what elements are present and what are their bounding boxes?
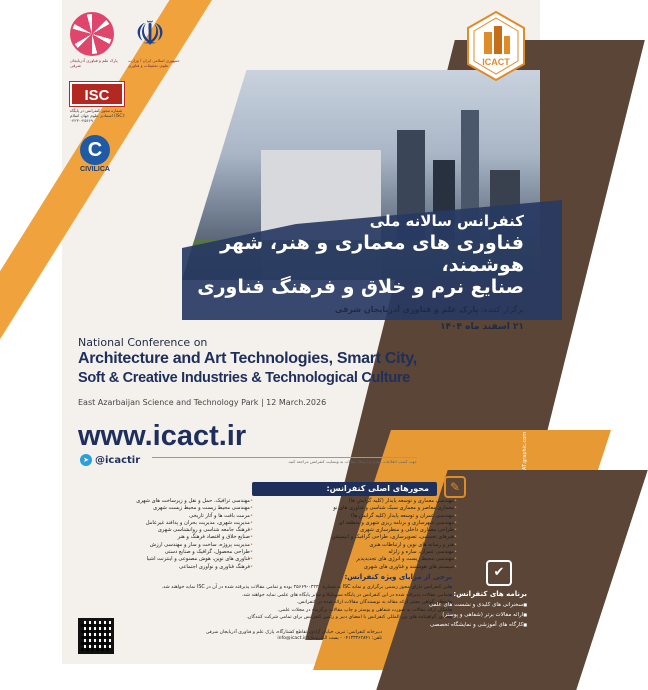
topic-item: • مهندسی عمران و توسعه پایدار (کلیه گرایش ها) — [257, 513, 457, 520]
science-park-caption: پارک علم و فناوری آذربایجان شرقی — [70, 58, 118, 68]
secretariat-address: دبیرخانه کنفرانس: تبریز، خیابان آزادی، تقاطع کشتارگاه، پارک علم و فناوری آذربایجان شرقی — [205, 630, 382, 635]
topic-item: • مهندسی عمران، سازه و زلزله — [257, 549, 457, 556]
checklist-icon: ✎ — [444, 476, 466, 498]
civilica-logo — [70, 135, 120, 173]
telegram-handle[interactable] — [80, 454, 140, 466]
website-link[interactable]: www.icact.ir — [78, 420, 247, 452]
conference-poster — [62, 0, 540, 664]
persian-date: ۲۱ اسفند ماه ۱۴۰۴ — [440, 322, 524, 332]
top-logo-row — [70, 12, 180, 68]
topic-item: • مدیریت پروژه، ساخت و ساز و مهندسی ارزش — [78, 542, 253, 549]
organizer-prefix: برگزار کننده: — [478, 305, 524, 314]
telegram-note: جهت کسب اطلاعات بیشتر و ارسال مقالات به وبسایت کنفرانس مراجعه کنید. — [152, 457, 417, 465]
clipboard-check-icon: ✔ — [486, 560, 512, 586]
secretariat-contact: تلفن: ۰۴۱۳۳۳۶۲۸۴۱ - پست الکترونیک: info@icact.ir — [277, 636, 382, 641]
benefit-item: ■ این کنفرانس دارای مجوز رسمی برگزاری و نمایه ISC به شماره ۰۴۲۳۰-۲۵۶۶۹ بوده و تمامی مقالات پذیرفته شده در آن در ISC نمایه خواهند شد. — [172, 584, 452, 592]
icact-badge-icon — [460, 10, 532, 82]
topic-item: • فناوری های نوین، هوش مصنوعی و اینترنت اشیا — [78, 556, 253, 563]
english-title — [78, 350, 518, 386]
persian-title-line-1: فناوری های معماری و هنر، شهر هوشمند، — [220, 232, 524, 276]
science-park-logo — [70, 12, 122, 68]
benefits-header: برخی از مزایای ویژه کنفرانس: — [344, 573, 452, 581]
topic-item: • طراحی محصول، گرافیک و صنایع دستی — [78, 549, 253, 556]
topic-item: • مهندسی محیط زیست و محیط زیست شهری — [78, 505, 253, 512]
isc-logo: ISC — [70, 82, 124, 106]
topic-item: • مهندسی معماری و توسعه پایدار (کلیه گرایش ها) — [257, 498, 457, 505]
topic-item: • مهندسی شهرسازی و برنامه ریزی شهری و منطقه ای — [257, 520, 457, 527]
designer-credit: AT.graphic.com — [522, 431, 528, 470]
icact-logo — [460, 10, 532, 82]
english-pre-title: National Conference on — [78, 336, 208, 349]
topic-item: • فرهنگ جامعه شناسی و روانشناسی شهری — [78, 527, 253, 534]
topic-item: • مدیریت شهری، مدیریت بحران و پدافند غیرعامل — [78, 520, 253, 527]
benefit-item: ■ تمامی مقالات پذیرفته شده در این کنفرانس در پایگاه سیویلیکا و سایر پایگاه های علمی نمایه خواهند شد. — [172, 592, 452, 600]
isc-caption: شماره مجوز کنفرانس در پایگاه استنادی علوم جهان اسلام (ISC): ۰۴۲۳۰-۲۵۶۶۹ — [70, 108, 126, 123]
ministry-logo — [128, 12, 180, 68]
iran-emblem-icon: ☫ — [134, 14, 166, 54]
topic-item: • هنر و رسانه های نوین و ارتباطات هنری — [257, 542, 457, 549]
persian-title-line-0: کنفرانس سالانه ملی — [369, 212, 524, 230]
civilica-label: CIVILICA — [80, 166, 110, 173]
topic-item: • طراحی معماری داخلی و منظرسازی شهری — [257, 527, 457, 534]
topic-item: • معماری معاصر و معماری سبک شناسی و فناوری های نو — [257, 505, 457, 512]
benefit-item: ■ صدور گواهینامه های بین المللی کنفرانس با امضای دبیر و رئیس کنفرانس برای تمامی شرکت کنندگان. — [172, 614, 452, 622]
benefit-item: ■ امکان ارائه مقالات به صورت شفاهی و پوستر و چاپ مقالات برگزیده در مجلات علمی. — [172, 607, 452, 615]
english-subtitle: East Azarbaijan Science and Technology Park | 12 March.2026 — [78, 398, 327, 407]
persian-title-line-2: صنایع نرم و خلاق و فرهنگ فناوری — [197, 276, 524, 298]
program-item: ■ کارگاه های آموزشی و نمایشگاه تخصصی — [392, 620, 527, 630]
icact-logo-text: ICACT — [482, 57, 510, 67]
civilica-mark-icon: C — [80, 135, 110, 165]
telegram-icon: ➤ — [80, 454, 92, 466]
persian-organizer — [264, 305, 524, 314]
flower-emblem-icon — [70, 12, 114, 56]
topic-item: • مهندسی ترافیک، حمل و نقل و زیرساخت های شهری — [78, 498, 253, 505]
english-title-line-1: Architecture and Art Technologies, Smart City, — [78, 350, 417, 367]
program-item: ■ سخنرانی های کلیدی و نشست های علمی — [392, 600, 527, 610]
topic-item: • سیستم های هوشمند و فناوری های شهری — [257, 564, 457, 571]
persian-title — [194, 212, 524, 298]
topics-header: محورهای اصلی کنفرانس: — [252, 482, 437, 496]
topic-item: • صنایع خلاق و اقتصاد فرهنگ و هنر — [78, 534, 253, 541]
organizer-name: پارک علم و فناوری آذربایجان شرقی — [334, 305, 479, 314]
secretariat-info — [122, 630, 382, 642]
topic-item: • مهندسی محیط زیست و انرژی های تجدیدپذیر — [257, 556, 457, 563]
programs-header: برنامه های کنفرانس: — [453, 590, 527, 598]
topics-list-right — [257, 498, 457, 571]
qr-code[interactable] — [78, 618, 114, 654]
topic-item: • مرمت بافت ها و آثار تاریخی — [78, 513, 253, 520]
benefit-item: ■ اعطای گواهی معتبر ارائه مقاله به نویسندگان مقالات ارائه شده در کنفرانس. — [172, 599, 452, 607]
telegram-handle-text: @icactir — [95, 454, 141, 466]
sponsor-logos — [70, 12, 180, 173]
english-title-line-2: Soft & Creative Industries & Technological Culture — [78, 370, 410, 386]
programs-list — [392, 600, 527, 630]
topic-item: • فرهنگ فناوری و نوآوری اجتماعی — [78, 564, 253, 571]
program-item: ■ ارائه مقالات برتر (شفاهی و پوستر) — [392, 610, 527, 620]
topics-list-left — [78, 498, 253, 571]
topic-item: • هنرهای تجسمی، تصویرسازی، طراحی گرافیک و انیمیشن — [257, 534, 457, 541]
ministry-caption: جمهوری اسلامی ایران / وزارت علوم، تحقیقات و فناوری — [128, 58, 180, 68]
